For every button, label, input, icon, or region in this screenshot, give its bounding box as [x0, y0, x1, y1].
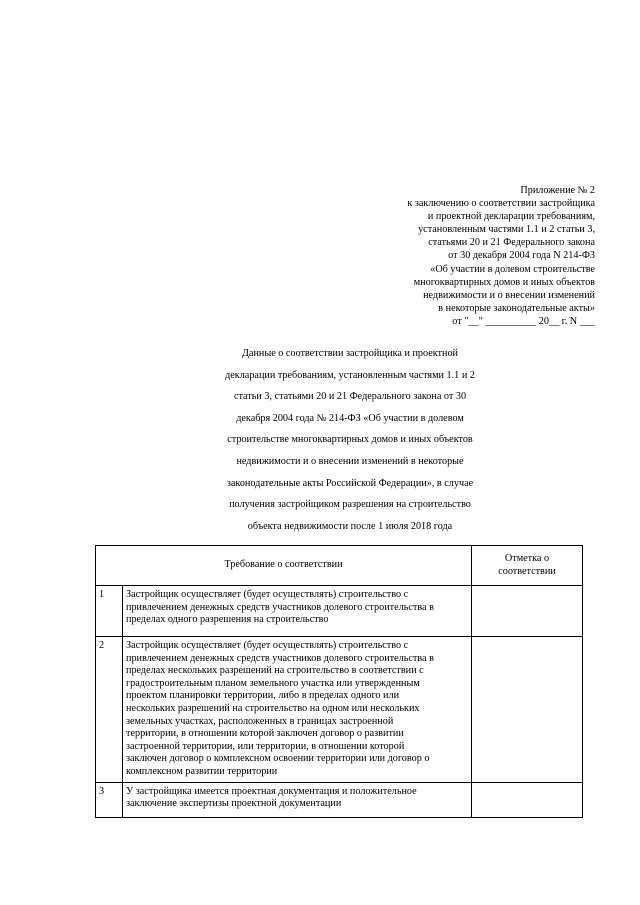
- appendix-line: статьями 20 и 21 Федерального закона: [428, 237, 595, 249]
- requirement-line: комплексном развитии территории: [126, 765, 278, 777]
- appendix-line: к заключению о соответствии застройщика: [407, 198, 595, 210]
- appendix-line: от "__" __________ 20__ г. N ___: [452, 315, 595, 327]
- requirement-text: [123, 586, 472, 637]
- requirement-line: привлечением денежных средств участников долевого строительства в: [126, 601, 434, 613]
- appendix-line: установленным частями 1.1 и 2 статьи 3,: [418, 224, 595, 236]
- document-title: [200, 343, 500, 537]
- mark-cell[interactable]: [472, 782, 583, 817]
- requirements-table: [95, 545, 583, 818]
- requirement-line: Застройщик осуществляет (будет осуществлять) строительство с: [126, 589, 409, 600]
- title-line: декларации требованиям, установленным частями 1.1 и 2: [225, 369, 475, 381]
- requirement-line: заключен договор о комплексном освоении территории или договор о: [126, 753, 430, 765]
- appendix-line: в некоторые законодательные акты»: [438, 302, 595, 314]
- mark-cell[interactable]: [472, 586, 583, 637]
- table-row: [96, 782, 583, 817]
- requirement-text: [123, 782, 472, 817]
- row-number: 1: [96, 586, 123, 637]
- title-line: статьи 3, статьями 20 и 21 Федерального закона от 30: [233, 391, 467, 403]
- requirement-line: застроенной территории, или территории, в отношении которой: [126, 740, 405, 752]
- title-line: законодательные акты Российской Федерации», в случае: [226, 477, 474, 489]
- requirement-text: [123, 637, 472, 783]
- title-line: объекта недвижимости после 1 июля 2018 года: [247, 520, 453, 532]
- table-header-row: [96, 546, 583, 586]
- appendix-line: многоквартирных домов и иных объектов: [413, 276, 595, 288]
- requirement-line: нескольких разрешений на строительство на одном или нескольких: [126, 702, 420, 714]
- row-number: 3: [96, 782, 123, 817]
- requirement-line: У застройщика имеется проектная документация и положительное: [126, 785, 417, 797]
- header-mark: Отметка о соответствии: [472, 546, 583, 586]
- appendix-line: и проектной декларации требованиям,: [427, 211, 595, 223]
- appendix-line: Приложение № 2: [520, 185, 595, 196]
- requirement-line: пределах нескольких разрешений на строительство в соответствии с: [126, 665, 424, 677]
- title-line: недвижимости и о внесении изменений в некоторые: [236, 455, 464, 467]
- requirement-line: пределах одного разрешения на строительство: [126, 614, 329, 626]
- appendix-line: «Об участии в долевом строительстве: [430, 263, 595, 275]
- requirement-line: проектом планировки территории, либо в пределах одного или: [126, 690, 400, 702]
- title-line: декабря 2004 года № 214-ФЗ «Об участии в долевом: [236, 412, 464, 424]
- table-row: [96, 586, 583, 637]
- requirement-line: Застройщик осуществляет (будет осуществлять) строительство с: [126, 640, 409, 651]
- title-line: строительстве многоквартирных домов и иных объектов: [227, 434, 473, 446]
- table-row: [96, 637, 583, 783]
- requirement-line: градостроительным планом земельного участка или утвержденным: [126, 677, 420, 689]
- row-number: 2: [96, 637, 123, 783]
- requirement-line: заключение экспертизы проектной документации: [126, 798, 342, 810]
- requirement-line: привлечением денежных средств участников долевого строительства в: [126, 652, 434, 664]
- appendix-block: [275, 184, 595, 328]
- title-line: получения застройщиком разрешения на строительство: [229, 499, 471, 511]
- header-requirement: Требование о соответствии: [96, 546, 472, 586]
- requirement-line: территории, в отношении которой заключен договор о развитии: [126, 728, 404, 740]
- requirement-line: земельных участках, расположенных в границах застроенной: [126, 715, 394, 727]
- title-line: Данные о соответствии застройщика и проектной: [241, 348, 459, 359]
- mark-cell[interactable]: [472, 637, 583, 783]
- appendix-line: от 30 декабря 2004 года N 214-ФЗ: [448, 250, 595, 262]
- appendix-line: недвижимости и о внесении изменений: [423, 289, 595, 301]
